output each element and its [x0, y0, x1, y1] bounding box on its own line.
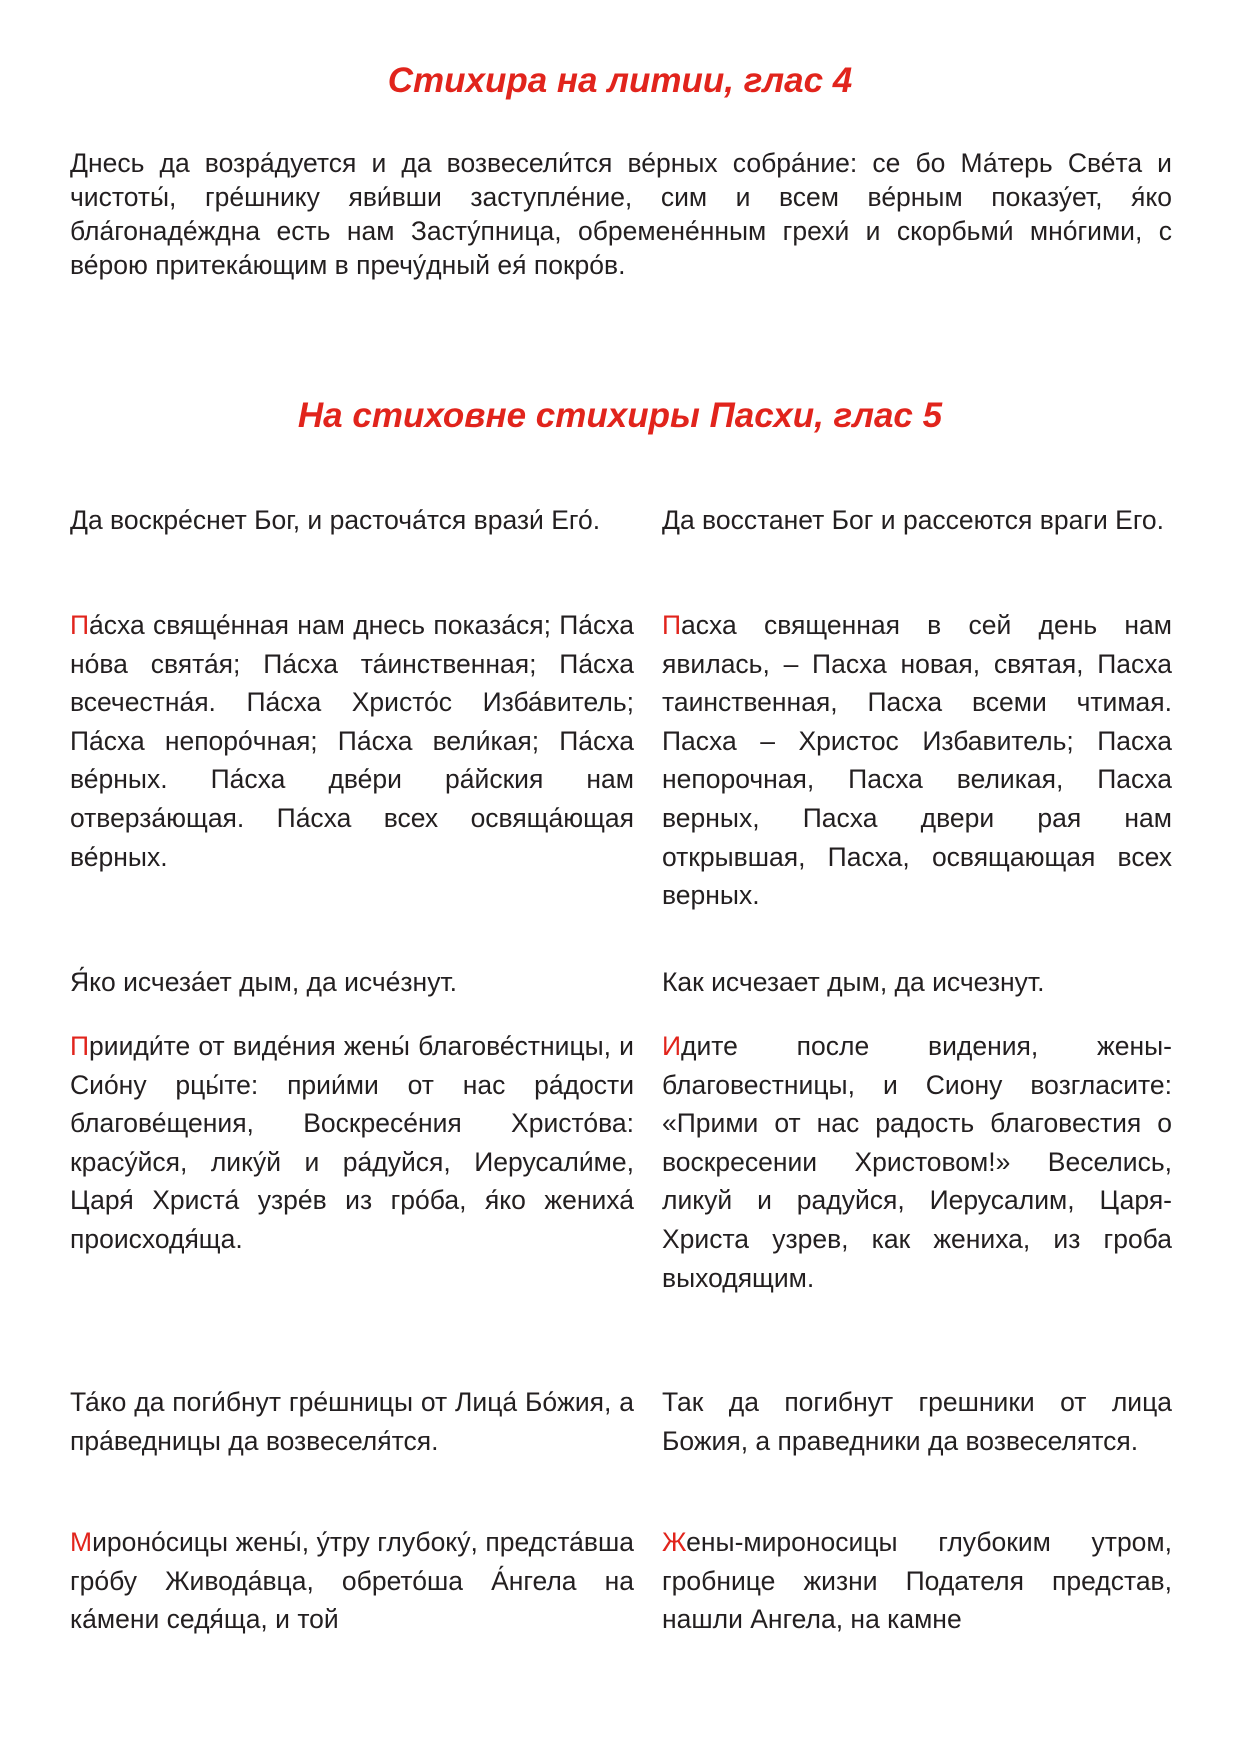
stichera-russian: [662, 1027, 1172, 1297]
verse-text: Как исчезает дым, да исчезнут.: [662, 967, 1045, 997]
verse-church-slavonic: [70, 1383, 634, 1460]
stichera-text: а́сха свяще́нная нам днесь показа́ся; Па́сха но́ва свята́я; Па́сха та́инственная; Па́сха всечестна́я. Па́сха Христо́с Изба́витель; Па́сха непоро́чная; Па́сха вели́кая; Па́сха ве́рных. Па́сха две́ри ра́йския нам отверза́ющая. Па́сха всех освяща́ющая ве́рных.: [70, 610, 634, 872]
verse-text: Да восстанет Бог и рассеются враги Его.: [662, 505, 1165, 535]
drop-letter: И: [662, 1031, 682, 1061]
stichera-text: ены-мироносицы глубоким утром, гробнице жизни Подателя представ, нашли Ангела, на камне: [662, 1527, 1172, 1635]
stichera-church-slavonic: [70, 1523, 634, 1639]
verse-russian: [662, 501, 1172, 540]
stichera-litia-text: Днесь да возра́дуется и да возвесели́тся ве́рных собра́ние: се бо Ма́терь Све́та и чистоты́, гре́шнику яви́вши заступле́ние, сим и всем ве́рным показу́ет, я́ко бла́гонаде́ждна есть нам Засту́пница, обремене́нным грехи́ и скорбьми́ мно́гими, с ве́рою притека́ющим в пречу́дный ея́ покро́в.: [70, 148, 1172, 280]
stichera-text: рииди́те от виде́ния жены́ благове́стницы, и Сио́ну рцы́те: прии́ми от нас ра́дости благове́щения, Воскресе́ния Христо́ва: красу́йся, лику́й и ра́дуйся, Иерусали́ме, Царя́ Христа́ узре́в из гро́ба, я́ко жениха́ происходя́ща.: [70, 1031, 634, 1254]
drop-letter: М: [70, 1527, 93, 1557]
stichera-row: [70, 606, 1172, 915]
verse-russian: [662, 963, 1172, 1002]
stichera-row: [70, 1027, 1172, 1297]
section-title-litia: Стихира на литии, глас 4: [387, 61, 853, 100]
verse-row: [70, 1383, 1172, 1460]
drop-letter: П: [70, 1031, 90, 1061]
drop-letter: Ж: [662, 1527, 687, 1557]
stichera-text: дите после видения, жены-благовестницы, и Сиону возгласите: «Прими от нас радость благовестия о воскресении Христовом!» Веселись, ликуй и радуйся, Иерусалим, Царя-Христа узрев, как жениха, из гроба выходящим.: [662, 1031, 1172, 1293]
verse-text: Та́ко да поги́бнут гре́шницы от Лица́ Бо́жия, а пра́ведницы да возвеселя́тся.: [70, 1387, 634, 1456]
section-title-aposticha: На стиховне стихиры Пасхи, глас 5: [297, 396, 943, 435]
verse-church-slavonic: [70, 501, 634, 540]
stichera-row: [70, 1523, 1172, 1639]
stichera-church-slavonic: [70, 606, 634, 915]
verse-text: Я́ко исчеза́ет дым, да исче́знут.: [70, 967, 458, 997]
stichera-church-slavonic: [70, 1027, 634, 1297]
drop-letter: П: [70, 610, 90, 640]
verse-row: [70, 963, 1172, 1002]
stichera-text: асха священная в сей день нам явилась, – Пасха новая, святая, Пасха таинственная, Пасха всеми чтимая. Пасха – Христос Избавитель; Пасха непорочная, Пасха великая, Пасха верных, Пасха двери рая нам открывшая, Пасха, освящающая всех верных.: [662, 610, 1172, 911]
verse-church-slavonic: [70, 963, 634, 1002]
verse-russian: [662, 1383, 1172, 1460]
stichera-russian: [662, 606, 1172, 915]
verse-text: Да воскре́снет Бог, и расточа́тся врази́ Его́.: [70, 505, 601, 535]
stichera-text: ироно́сицы жены́, у́тру глубоку́, предста́вша гро́бу Живода́вца, обрето́ша А́нгела на ка́мени седя́ща, и той: [70, 1527, 634, 1635]
verse-row: [70, 501, 1172, 540]
verse-text: Так да погибнут грешники от лица Божия, а праведники да возвеселятся.: [662, 1387, 1172, 1456]
drop-letter: П: [662, 610, 682, 640]
stichera-russian: [662, 1523, 1172, 1639]
